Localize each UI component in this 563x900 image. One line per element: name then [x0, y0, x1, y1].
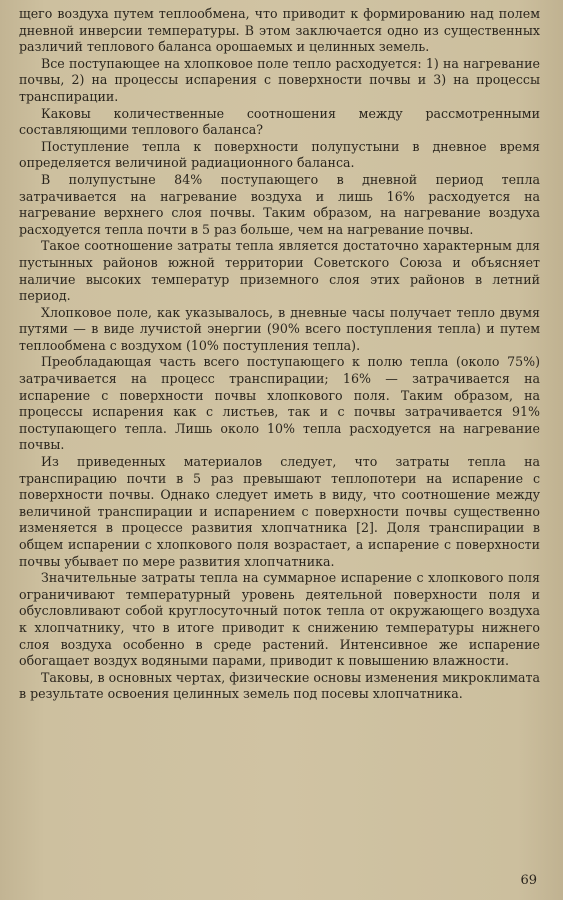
paragraph: Хлопковое поле, как указывалось, в дневные часы получает тепло двумя путями — в виде лучистой энергии (90% всего поступления тепла) и путем теплообмена с воздухом (10% поступления тепла).: [19, 304, 540, 353]
paragraph: Значительные затраты тепла на суммарное испарение с хлопкового поля ограничивают температурный уровень деятельной поверхности поля и обусловливают собой круглосуточный поток тепла от окружающего воздуха к хлопчатнику, что в итоге приводит к снижению температуры нижнего слоя воздуха особенно в среде растений. Интенсивное же испарение обогащает воздух водяными парами, приводит к повышению влажности.: [19, 570, 540, 669]
paragraph: Каковы количественные соотношения между рассмотренными составляющими теплового баланса?: [19, 105, 540, 138]
page-number: 69: [520, 873, 537, 888]
paragraph: Такое соотношение затраты тепла является достаточно характерным для пустынных районов южной территории Советского Союза и объясняет наличие высоких температур приземного слоя этих районов в летний период.: [19, 238, 540, 304]
paragraph: Поступление тепла к поверхности полупустыни в дневное время определяется величиной радиационного баланса.: [19, 138, 540, 171]
paragraph: Из приведенных материалов следует, что затраты тепла на транспирацию почти в 5 раз превышают теплопотери на испарение с поверхности почвы. Однако следует иметь в виду, что соотношение между величиной транспирации и испарением с поверхности почвы существенно изменяется в процессе развития хлопчатника [2]. Доля транспирации в общем испарении с хлопкового поля возрастает, а испарение с поверхности почвы убывает по мере развития хлопчатника.: [19, 454, 540, 569]
body-text: [19, 6, 540, 703]
paragraph: щего воздуха путем теплообмена, что приводит к формированию над полем дневной инверсии температуры. В этом заключается одно из существенных различий теплового баланса орошаемых и целинных земель.: [19, 6, 540, 55]
paragraph: Все поступающее на хлопковое поле тепло расходуется: 1) на нагревание почвы, 2) на процессы испарения с поверхности почвы и 3) на процессы транспирации.: [19, 55, 540, 104]
paragraph: Преобладающая часть всего поступающего к полю тепла (около 75%) затрачивается на процесс транспирации; 16% — затрачивается на испарение с поверхности почвы хлопкового поля. Таким образом, на процессы испарения как с листьев, так и с почвы затрачивается 91% поступающего тепла. Лишь около 10% тепла расходуется на нагревание почвы.: [19, 354, 540, 453]
paragraph: В полупустыне 84% поступающего в дневной период тепла затрачивается на нагревание воздуха и лишь 16% расходуется на нагревание верхнего слоя почвы. Таким образом, на нагревание воздуха расходуется тепла почти в 5 раз больше, чем на нагревание почвы.: [19, 171, 540, 237]
paragraph: Таковы, в основных чертах, физические основы изменения микроклимата в результате освоения целинных земель под посевы хлопчатника.: [19, 669, 540, 702]
